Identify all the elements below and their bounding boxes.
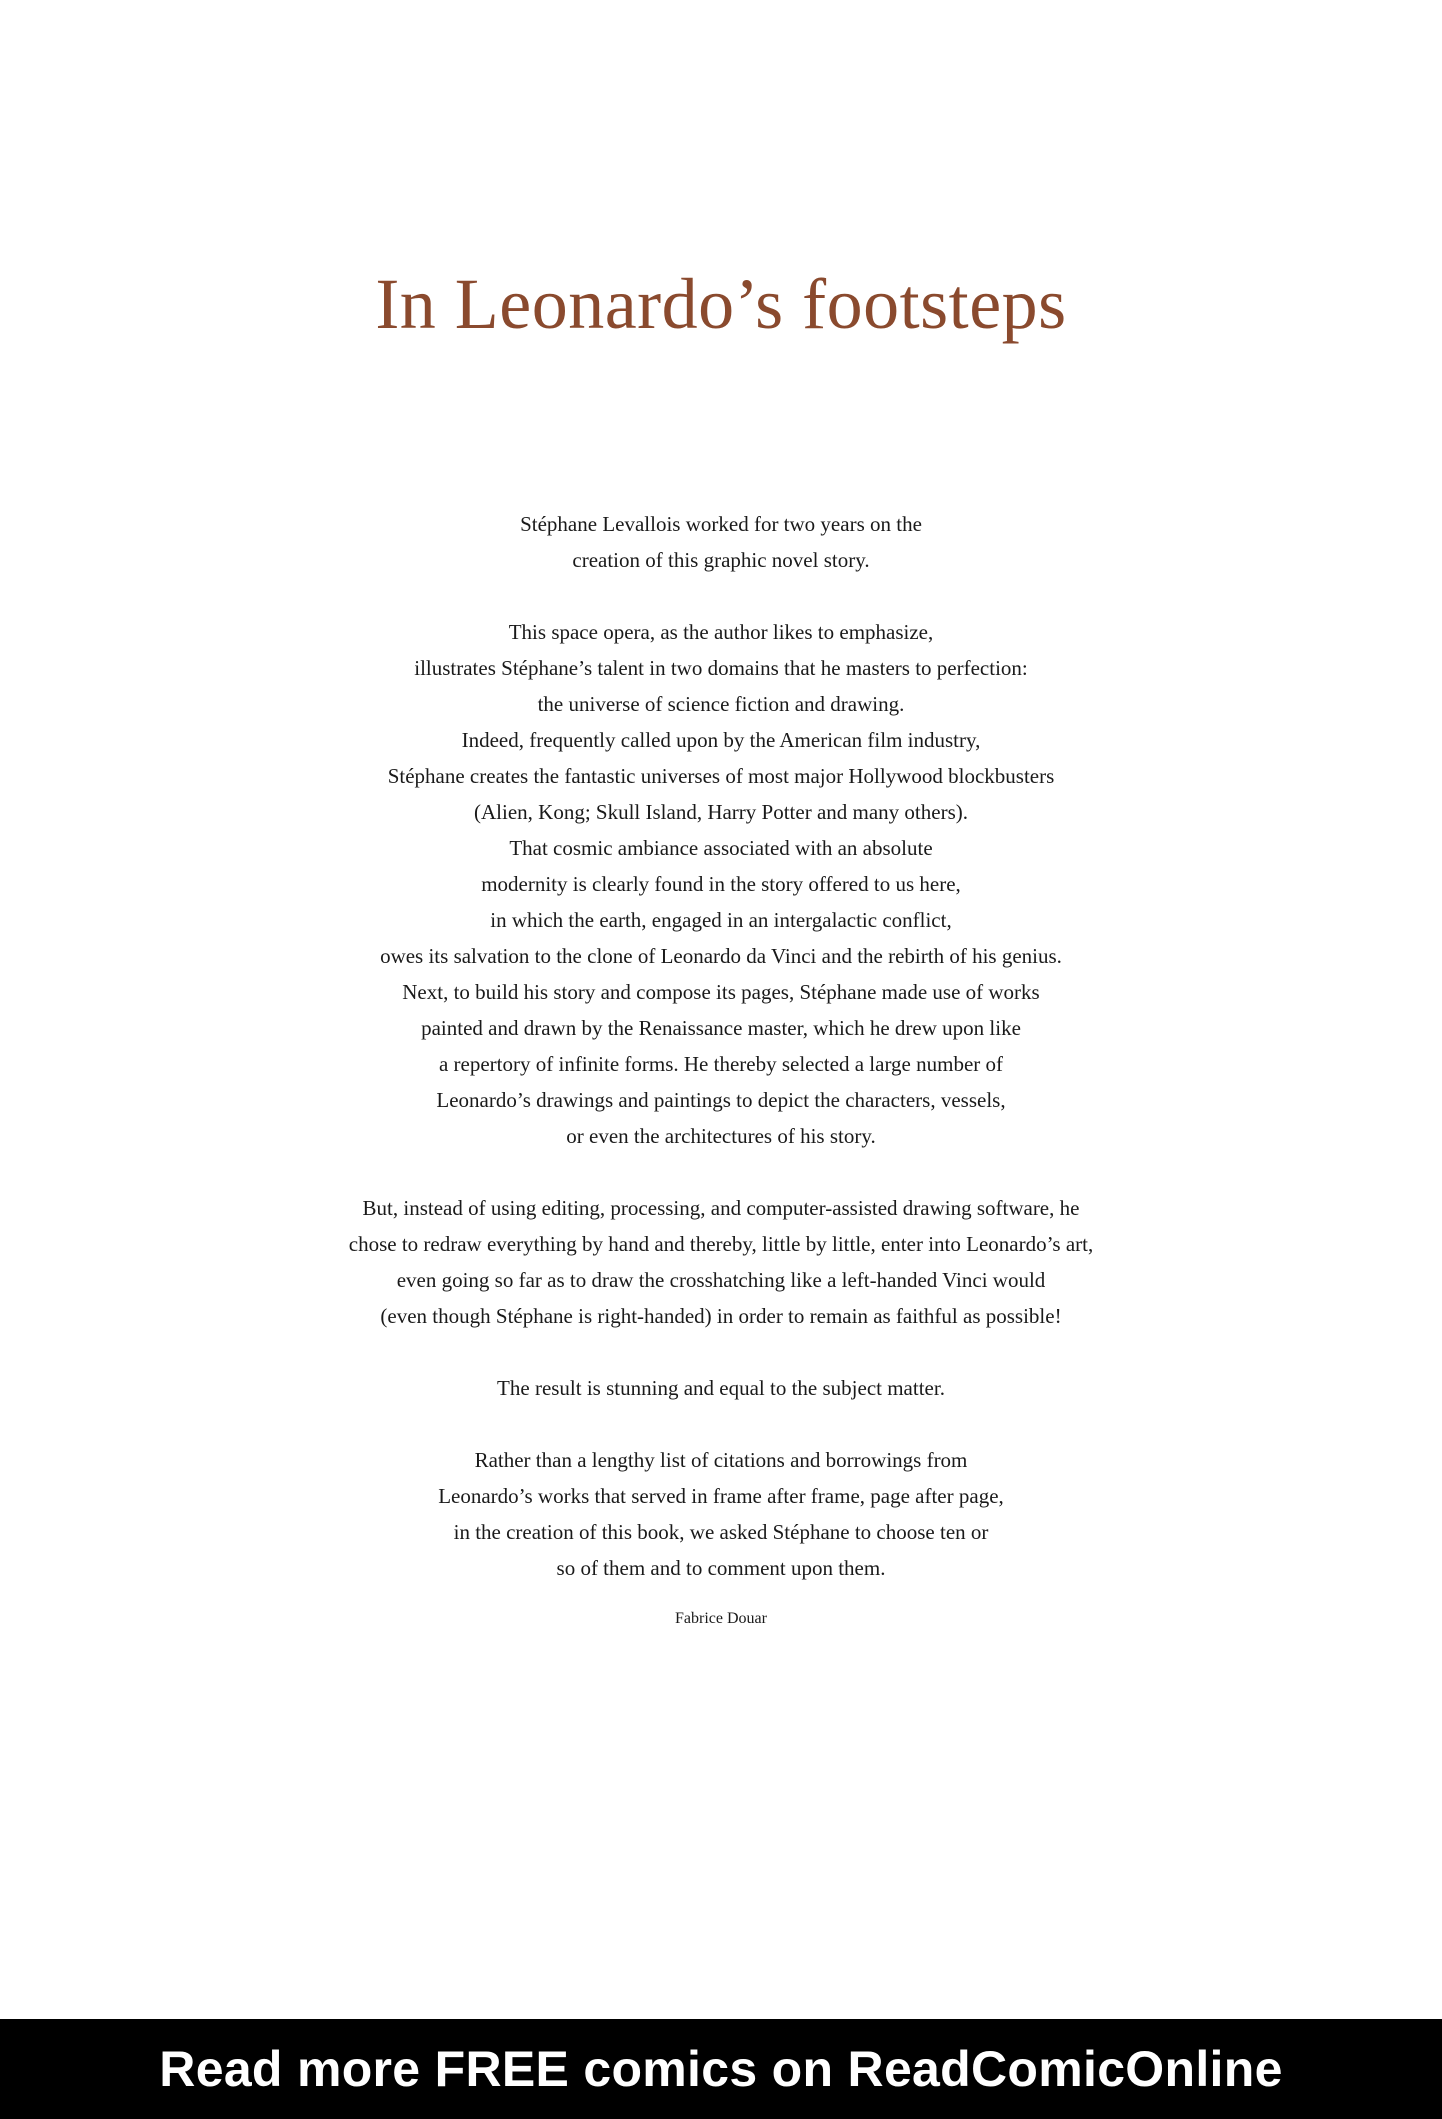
page-title: In Leonardo’s footsteps xyxy=(375,264,1067,344)
paragraph-gap xyxy=(221,1406,1221,1442)
text-line: Leonardo’s works that served in frame after frame, page after page, xyxy=(438,1484,1004,1508)
text-line: painted and drawn by the Renaissance master, which he drew upon like xyxy=(421,1016,1021,1040)
text-line: (even though Stéphane is right-handed) in order to remain as faithful as possible! xyxy=(380,1304,1062,1328)
text-line: Rather than a lengthy list of citations and borrowings from xyxy=(474,1448,968,1472)
paragraph-gap xyxy=(221,578,1221,614)
text-line: This space opera, as the author likes to emphasize, xyxy=(508,620,934,644)
paragraph-gap xyxy=(221,1154,1221,1190)
text-line: Indeed, frequently called upon by the American film industry, xyxy=(461,728,981,752)
paragraph xyxy=(221,1442,1221,1586)
paragraph xyxy=(221,1370,1221,1406)
text-line: owes its salvation to the clone of Leonardo da Vinci and the rebirth of his genius. xyxy=(380,944,1062,968)
text-line: Stéphane creates the fantastic universes of most major Hollywood blockbusters xyxy=(387,764,1055,788)
text-line: But, instead of using editing, processing, and computer-assisted drawing software, he xyxy=(362,1196,1080,1220)
paragraph xyxy=(221,1190,1221,1334)
text-line: even going so far as to draw the crosshatching like a left-handed Vinci would xyxy=(396,1268,1046,1292)
text-line: chose to redraw everything by hand and thereby, little by little, enter into Leonardo’s art, xyxy=(348,1232,1094,1256)
text-line: illustrates Stéphane’s talent in two domains that he masters to perfection: xyxy=(414,656,1028,680)
text-line: or even the architectures of his story. xyxy=(566,1124,876,1148)
text-line: the universe of science fiction and drawing. xyxy=(537,692,905,716)
text-line: modernity is clearly found in the story offered to us here, xyxy=(481,872,961,896)
text-line: (Alien, Kong; Skull Island, Harry Potter and many others). xyxy=(474,800,968,824)
text-line: so of them and to comment upon them. xyxy=(556,1556,886,1580)
text-line: The result is stunning and equal to the subject matter. xyxy=(497,1376,945,1400)
text-line: creation of this graphic novel story. xyxy=(572,548,870,572)
text-line: That cosmic ambiance associated with an absolute xyxy=(509,836,933,860)
promo-banner-text[interactable]: Read more FREE comics on ReadComicOnline xyxy=(159,2041,1283,2097)
paragraph xyxy=(221,506,1221,578)
promo-banner[interactable] xyxy=(0,2019,1442,2119)
paragraph-gap xyxy=(221,1334,1221,1370)
paragraph xyxy=(221,614,1221,1154)
text-line: Next, to build his story and compose its pages, Stéphane made use of works xyxy=(402,980,1040,1004)
text-line: Leonardo’s drawings and paintings to depict the characters, vessels, xyxy=(436,1088,1006,1112)
text-line: in the creation of this book, we asked Stéphane to choose ten or xyxy=(453,1520,989,1544)
text-line: in which the earth, engaged in an intergalactic conflict, xyxy=(490,908,952,932)
text-line: Stéphane Levallois worked for two years on the xyxy=(520,512,922,536)
author-signature: Fabrice Douar xyxy=(675,1610,767,1627)
text-line: a repertory of infinite forms. He thereby selected a large number of xyxy=(438,1052,1004,1076)
article-body xyxy=(221,506,1221,1634)
